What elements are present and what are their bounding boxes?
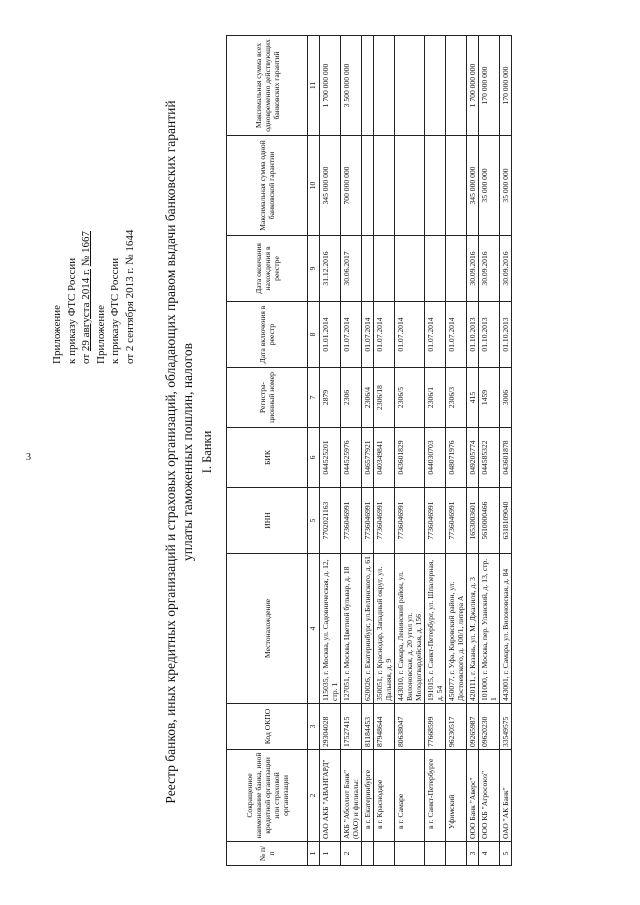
appendix-line: к приказу ФТС России bbox=[65, 257, 78, 364]
appendix-line: Приложение bbox=[51, 304, 63, 364]
table-cell: 96230517 bbox=[446, 704, 467, 750]
title-line: Реестр банков, иных кредитных организаций и страховых организаций, обладающих правом выдачи банковских гарантий bbox=[163, 100, 178, 804]
table-cell bbox=[425, 136, 446, 236]
column-number: 6 bbox=[308, 428, 320, 488]
table-cell: 5610000466 bbox=[479, 488, 500, 554]
table-row bbox=[425, 36, 446, 866]
table-row bbox=[446, 36, 467, 866]
table-row bbox=[341, 36, 362, 866]
table-cell: ОАО "АК Банк" bbox=[500, 750, 512, 842]
appendix-header bbox=[50, 230, 137, 364]
column-number: 5 bbox=[308, 488, 320, 554]
table-cell: 01.10.2013 bbox=[467, 302, 479, 368]
table-cell bbox=[446, 842, 467, 866]
table-cell: 048071976 bbox=[446, 428, 467, 488]
table-cell: 30.09.2016 bbox=[500, 236, 512, 302]
column-header: Дата окончания нахождения в реестре bbox=[227, 236, 308, 302]
table-cell: 1 700 000 000 bbox=[320, 36, 341, 136]
appendix-date-prefix: от bbox=[80, 351, 92, 364]
table-cell bbox=[395, 36, 425, 136]
column-header: БИК bbox=[227, 428, 308, 488]
table-cell: 044030703 bbox=[425, 428, 446, 488]
table-cell: ООО КБ "Агросоюз" bbox=[479, 750, 500, 842]
table-cell: 043601829 bbox=[395, 428, 425, 488]
column-number: 11 bbox=[308, 36, 320, 136]
table-cell bbox=[362, 236, 374, 302]
table-cell: 01.01.2014 bbox=[320, 302, 341, 368]
table-cell: 700 000 000 bbox=[341, 136, 362, 236]
column-header: Код ОКПО bbox=[227, 704, 308, 750]
table-cell: 2306/3 bbox=[446, 368, 467, 428]
table-cell: 3 bbox=[467, 842, 479, 866]
registry-table bbox=[226, 35, 512, 866]
table-cell: 044525976 bbox=[341, 428, 362, 488]
table-cell: 87948644 bbox=[374, 704, 395, 750]
table-cell: 420111, г. Казань, ул. М. Джалиля, д. 3 bbox=[467, 554, 479, 704]
table-cell: 17527415 bbox=[341, 704, 362, 750]
table-row bbox=[479, 36, 500, 866]
table-cell: 01.10.2013 bbox=[479, 302, 500, 368]
column-header: ИНН bbox=[227, 488, 308, 554]
appendix-line: от 2 сентября 2013 г. № 1644 bbox=[123, 229, 136, 364]
table-cell bbox=[395, 236, 425, 302]
table-cell: 35 000 000 bbox=[500, 136, 512, 236]
table-cell: 044585322 bbox=[479, 428, 500, 488]
column-header: Сокращенное наименование банка, иной кредитной организации или страховой организации bbox=[227, 750, 308, 842]
column-header: Регистра-ционный номер bbox=[227, 368, 308, 428]
table-cell: 7702021163 bbox=[320, 488, 341, 554]
table-row bbox=[362, 36, 374, 866]
appendix-order-number: № 1667 bbox=[80, 231, 92, 267]
table-cell: в г. Санкт-Петербурге bbox=[425, 750, 446, 842]
appendix-line: к приказу ФТС России bbox=[109, 257, 121, 364]
table-cell: 350051, г. Краснодар, Западный округ, ул. Дальняя, д. 9 bbox=[374, 554, 395, 704]
table-cell bbox=[425, 36, 446, 136]
table-cell: 30.09.2016 bbox=[479, 236, 500, 302]
table-cell: 170 000 000 bbox=[500, 36, 512, 136]
table-cell: 127051, г. Москва, Цветной бульвар, д. 18 bbox=[341, 554, 362, 704]
table-cell: 29304028 bbox=[320, 704, 341, 750]
table-cell: 33549575 bbox=[500, 704, 512, 750]
table-cell: 01.07.2014 bbox=[374, 302, 395, 368]
table-row bbox=[374, 36, 395, 866]
table-cell: 2306/4 bbox=[362, 368, 374, 428]
table-cell: в г. Самаре bbox=[395, 750, 425, 842]
table-cell: АКБ "Абсолют Банк" (ОАО) и филиалы: bbox=[341, 750, 362, 842]
appendix-date: 29 августа 2014 г. bbox=[80, 269, 92, 352]
table-cell: 80638047 bbox=[395, 704, 425, 750]
table-cell: 09620230 bbox=[479, 704, 500, 750]
table-cell: 345 000 000 bbox=[320, 136, 341, 236]
table-cell: 2306/5 bbox=[395, 368, 425, 428]
table-cell bbox=[425, 236, 446, 302]
table-cell: 01.07.2014 bbox=[341, 302, 362, 368]
table-cell: 101000, г. Москва, пер. Уланский, д. 13, стр. 1 bbox=[479, 554, 500, 704]
table-cell bbox=[374, 136, 395, 236]
table-cell bbox=[362, 842, 374, 866]
page-number: 3 bbox=[26, 452, 31, 463]
table-cell: 01.07.2014 bbox=[425, 302, 446, 368]
table-cell: 191015, г. Санкт-Петербург, ул. Шпалерная, д. 54 bbox=[425, 554, 446, 704]
table-cell: 3 500 000 000 bbox=[341, 36, 362, 136]
table-cell: ООО Банк "Аверс" bbox=[467, 750, 479, 842]
table-cell: 7736046991 bbox=[425, 488, 446, 554]
column-number: 9 bbox=[308, 236, 320, 302]
table-cell: 2879 bbox=[320, 368, 341, 428]
table-cell: 044525201 bbox=[320, 428, 341, 488]
table-cell: 1653003601 bbox=[467, 488, 479, 554]
table-cell: 7736046991 bbox=[341, 488, 362, 554]
table-cell: 040349841 bbox=[374, 428, 395, 488]
column-number: 3 bbox=[308, 704, 320, 750]
table-cell: 4 bbox=[479, 842, 500, 866]
table-cell: 7736046991 bbox=[362, 488, 374, 554]
table-cell: 115035, г. Москва, ул. Садовническая, д. 12, стр. 1 bbox=[320, 554, 341, 704]
table-cell: 77668599 bbox=[425, 704, 446, 750]
table-cell: 01.07.2014 bbox=[446, 302, 467, 368]
table-cell: 1 bbox=[320, 842, 341, 866]
table-cell: 2306/1 bbox=[425, 368, 446, 428]
section-heading: I. Банки bbox=[200, 430, 214, 474]
table-cell: 170 000 000 bbox=[479, 36, 500, 136]
table-cell: 450077, г. Уфа, Кировский район, ул. Достоевского, д. 100/1, литера А bbox=[446, 554, 467, 704]
column-header: № п/п bbox=[227, 842, 308, 866]
table-cell: 01.10.2013 bbox=[500, 302, 512, 368]
table-cell bbox=[374, 236, 395, 302]
table-row bbox=[395, 36, 425, 866]
title-line: уплаты таможенных пошлин, налогов bbox=[180, 343, 195, 561]
table-cell: 01.07.2014 bbox=[395, 302, 425, 368]
table-cell bbox=[446, 136, 467, 236]
column-header: Местонахождение bbox=[227, 554, 308, 704]
table-row bbox=[320, 36, 341, 866]
table-cell: 5 bbox=[500, 842, 512, 866]
table-cell: 81184453 bbox=[362, 704, 374, 750]
table-cell bbox=[374, 36, 395, 136]
appendix-line: Приложение bbox=[94, 304, 107, 364]
column-header: Максимальная сумма всех одновременно действующих банковских гарантий bbox=[227, 36, 308, 136]
column-header: Максимальная сумма одной банковской гарантии bbox=[227, 136, 308, 236]
table-cell: ОАО АКБ "АВАНГАРД" bbox=[320, 750, 341, 842]
table-cell bbox=[395, 842, 425, 866]
table-cell: Уфимский bbox=[446, 750, 467, 842]
table-cell: 35 000 000 bbox=[479, 136, 500, 236]
table-cell: 7736046991 bbox=[374, 488, 395, 554]
table-cell: 043601878 bbox=[500, 428, 512, 488]
header-row bbox=[227, 36, 308, 866]
table-cell: 415 bbox=[467, 368, 479, 428]
table-cell: в г. Екатеринбурге bbox=[362, 750, 374, 842]
table-cell: 046577921 bbox=[362, 428, 374, 488]
table-cell: 2306/18 bbox=[374, 368, 395, 428]
table-cell: 31.12.2016 bbox=[320, 236, 341, 302]
table-cell bbox=[446, 36, 467, 136]
table-cell bbox=[362, 136, 374, 236]
column-number-row bbox=[308, 36, 320, 866]
table-cell: 30.09.2016 bbox=[467, 236, 479, 302]
column-header: Дата включения в реестр bbox=[227, 302, 308, 368]
table-cell: 30.06.2017 bbox=[341, 236, 362, 302]
table-row bbox=[467, 36, 479, 866]
table-cell bbox=[425, 842, 446, 866]
table-cell bbox=[395, 136, 425, 236]
rotated-page-content bbox=[36, 32, 612, 872]
table-cell: 09265987 bbox=[467, 704, 479, 750]
table-cell: в г. Краснодаре bbox=[374, 750, 395, 842]
document-title bbox=[162, 32, 196, 872]
table-cell bbox=[446, 236, 467, 302]
table-cell bbox=[362, 36, 374, 136]
table-row bbox=[500, 36, 512, 866]
appendix-line-date bbox=[79, 230, 94, 364]
table-cell: 443010, г. Самара, Ленинский район, ул. Вилоновская, д. 20 угол ул. Молодогвардейская, д. 156 bbox=[395, 554, 425, 704]
table-cell: 1 700 000 000 bbox=[467, 36, 479, 136]
column-number: 8 bbox=[308, 302, 320, 368]
table-cell: 3006 bbox=[500, 368, 512, 428]
table-cell: 443001, г. Самара, ул. Вилоновская, д. 84 bbox=[500, 554, 512, 704]
table-cell: 7736046991 bbox=[395, 488, 425, 554]
column-number: 10 bbox=[308, 136, 320, 236]
column-number: 1 bbox=[308, 842, 320, 866]
table-cell: 345 000 000 bbox=[467, 136, 479, 236]
table-cell: 7736046991 bbox=[446, 488, 467, 554]
table-cell: 6318109040 bbox=[500, 488, 512, 554]
table-cell: 049205774 bbox=[467, 428, 479, 488]
table-cell: 2306 bbox=[341, 368, 362, 428]
column-number: 7 bbox=[308, 368, 320, 428]
table-cell: 620026, г. Екатеринбург, ул.Белинского, д. 61 bbox=[362, 554, 374, 704]
column-number: 4 bbox=[308, 554, 320, 704]
table-body bbox=[320, 36, 512, 866]
table-cell: 2 bbox=[341, 842, 362, 866]
column-number: 2 bbox=[308, 750, 320, 842]
table-cell: 01.07.2014 bbox=[362, 302, 374, 368]
table-cell: 1459 bbox=[479, 368, 500, 428]
table-cell bbox=[374, 842, 395, 866]
